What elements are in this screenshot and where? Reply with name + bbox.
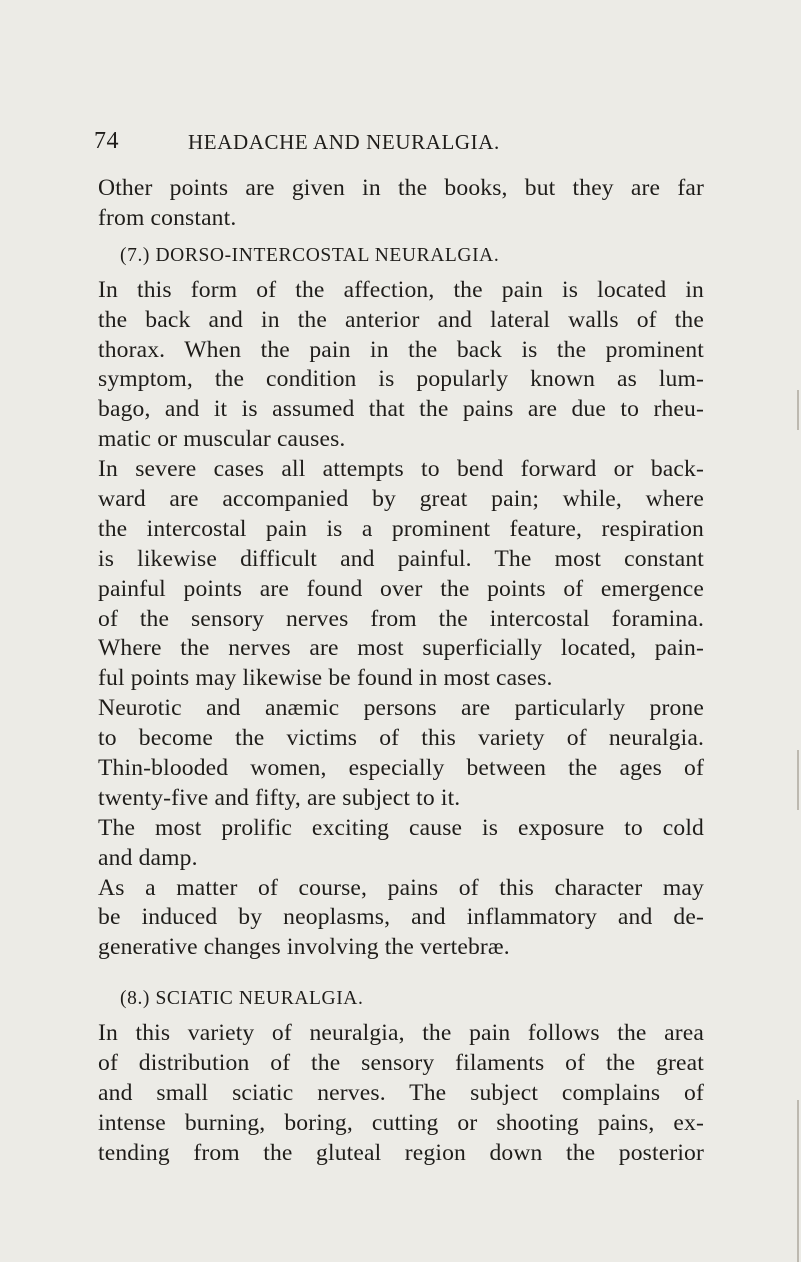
text-line: generative changes involving the vertebræ.: [98, 934, 510, 961]
text-line: of the sensory nerves from the intercostal foramina.: [98, 605, 704, 632]
edge-mark: [797, 750, 799, 810]
text-line: ful points may likewise be found in most cases.: [98, 665, 553, 692]
text-line: tending from the gluteal region down the posterior: [98, 1139, 704, 1166]
text-line: In severe cases all attempts to bend forward or back-: [98, 456, 704, 483]
page-number: 74: [94, 128, 119, 154]
text-line: and small sciatic nerves. The subject complains of: [98, 1080, 704, 1107]
text-line: of distribution of the sensory filaments of the great: [98, 1050, 704, 1077]
section-heading-sciatic: (8.) SCIATIC NEURALGIA.: [120, 988, 364, 1010]
text-line: In this form of the affection, the pain is located in: [98, 276, 704, 303]
text-line: the back and in the anterior and lateral walls of the: [98, 306, 704, 333]
section-dorso-intercostal-text: [98, 276, 704, 963]
text-line: from constant.: [98, 204, 237, 231]
text-line: bago, and it is assumed that the pains are due to rheu-: [98, 396, 704, 423]
text-line: be induced by neoplasms, and inflammatory and de-: [98, 904, 704, 931]
page-edge-shadow: [795, 380, 801, 1262]
text-line: is likewise difficult and painful. The most constant: [98, 545, 704, 572]
text-line: intense burning, boring, cutting or shooting pains, ex-: [98, 1109, 704, 1136]
text-line: the intercostal pain is a prominent feature, respiration: [98, 515, 704, 542]
text-line: In this variety of neuralgia, the pain follows the area: [98, 1020, 704, 1047]
text-line: twenty-five and fifty, are subject to it.: [98, 784, 461, 811]
intro-paragraph: [98, 174, 704, 234]
text-line: ward are accompanied by great pain; while, where: [98, 486, 704, 513]
edge-mark: [797, 390, 799, 430]
edge-mark: [797, 1100, 799, 1262]
text-line: painful points are found over the points of emergence: [98, 575, 704, 602]
text-line: matic or muscular causes.: [98, 426, 346, 453]
text-line: thorax. When the pain in the back is the prominent: [98, 336, 704, 363]
page-body: [98, 174, 704, 1169]
text-line: Neurotic and anæmic persons are particularly prone: [98, 695, 704, 722]
section-heading-dorso-intercostal: (7.) DORSO-INTERCOSTAL NEURALGIA.: [120, 244, 500, 266]
text-line: to become the victims of this variety of neuralgia.: [98, 725, 704, 752]
section-sciatic-text: [98, 1019, 704, 1168]
section-gap: [98, 963, 704, 977]
text-line: and damp.: [98, 844, 198, 871]
text-line: As a matter of course, pains of this character may: [98, 874, 704, 901]
text-line: The most prolific exciting cause is exposure to cold: [98, 814, 704, 841]
running-head: HEADACHE AND NEURALGIA.: [188, 130, 500, 154]
text-line: symptom, the condition is popularly known as lum-: [98, 366, 704, 393]
text-line: Thin-blooded women, especially between the ages of: [98, 755, 704, 782]
text-line: Other points are given in the books, but they are far: [98, 175, 704, 201]
text-line: Where the nerves are most superficially located, pain-: [98, 635, 704, 662]
page-header: [94, 128, 714, 158]
